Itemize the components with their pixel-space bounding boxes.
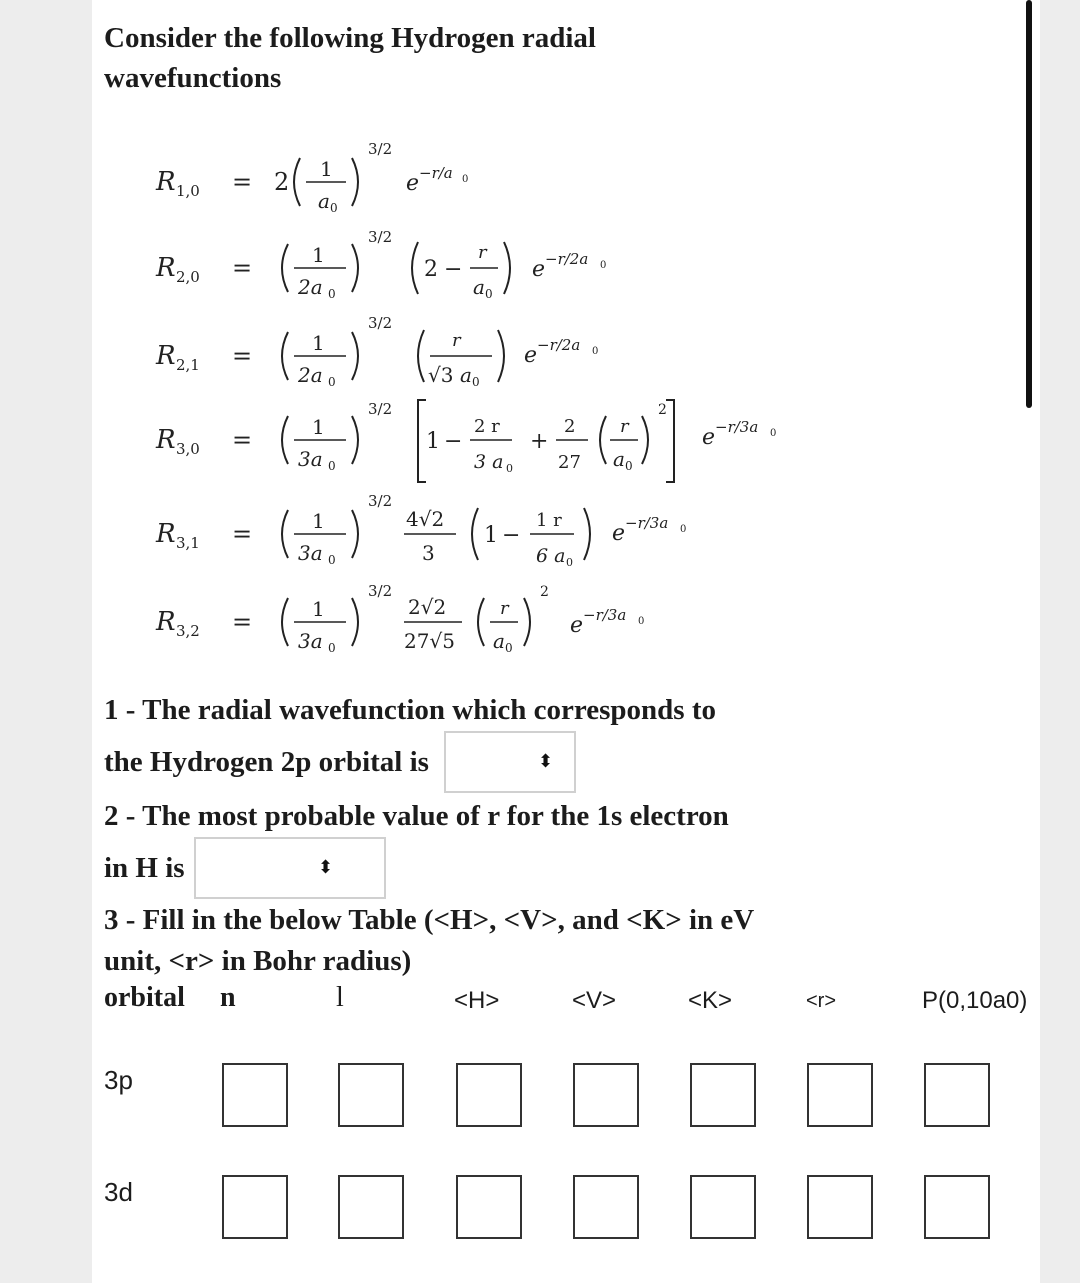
- row-label-3d: 3d: [104, 1177, 133, 1207]
- svg-text:√3: √3: [428, 363, 454, 387]
- svg-text:r: r: [500, 598, 509, 619]
- q2-answer-select[interactable]: [194, 837, 386, 899]
- cell-3d-probability[interactable]: [924, 1175, 990, 1239]
- svg-text:1 r: 1 r: [536, 510, 562, 531]
- svg-text:2: 2: [274, 168, 290, 196]
- svg-text:2,0: 2,0: [176, 268, 200, 286]
- cell-3p-r[interactable]: [690, 1063, 756, 1127]
- svg-text:a: a: [318, 189, 330, 213]
- svg-text:=: =: [232, 168, 253, 196]
- svg-text:0: 0: [505, 641, 513, 655]
- question-2-line-1: 2 - The most probable value of r for the 1s electron: [104, 800, 729, 832]
- cell-3p-v[interactable]: [456, 1063, 522, 1127]
- svg-text:+: +: [530, 429, 549, 454]
- svg-text:1: 1: [320, 157, 333, 181]
- radial-wavefunction-equations: [140, 130, 820, 670]
- svg-text:1,0: 1,0: [176, 182, 200, 200]
- svg-text:0: 0: [328, 553, 336, 567]
- svg-text:=: =: [232, 254, 253, 282]
- cell-3d-h[interactable]: [338, 1175, 404, 1239]
- svg-text:=: =: [232, 342, 253, 370]
- header-h: <H>: [454, 987, 500, 1014]
- cell-3d-v[interactable]: [456, 1175, 522, 1239]
- svg-text:2a: 2a: [298, 275, 323, 299]
- svg-text:3/2: 3/2: [368, 228, 393, 246]
- svg-text:2a: 2a: [298, 363, 323, 387]
- equation-r21: [155, 314, 598, 389]
- cell-3p-l[interactable]: [222, 1063, 288, 1127]
- svg-text:0: 0: [600, 260, 607, 271]
- equation-r10: [155, 140, 468, 215]
- svg-text:a: a: [473, 275, 485, 299]
- svg-text:0: 0: [485, 287, 493, 301]
- svg-text:0: 0: [566, 556, 573, 569]
- svg-text:0: 0: [328, 641, 336, 655]
- select-arrows-icon: ⬍: [538, 751, 554, 772]
- svg-text:e: e: [570, 613, 584, 638]
- cell-3p-avg-r[interactable]: [807, 1063, 873, 1127]
- svg-text:0: 0: [328, 459, 336, 473]
- svg-text:3,2: 3,2: [176, 622, 200, 640]
- header-r: <r>: [806, 990, 837, 1012]
- svg-text:−r/2a: −r/2a: [545, 250, 589, 268]
- svg-text:=: =: [232, 608, 253, 636]
- svg-text:0: 0: [328, 287, 336, 301]
- svg-text:3/2: 3/2: [368, 492, 393, 510]
- svg-text:2: 2: [424, 257, 438, 282]
- svg-text:−r/3a: −r/3a: [583, 606, 627, 624]
- svg-text:2,1: 2,1: [176, 356, 200, 374]
- select-arrows-icon: ⬍: [318, 857, 334, 878]
- svg-text:1: 1: [312, 509, 325, 533]
- svg-text:1: 1: [312, 597, 325, 621]
- svg-text:−: −: [444, 429, 463, 454]
- svg-text:−r/3a: −r/3a: [715, 418, 759, 436]
- svg-text:R: R: [156, 167, 176, 197]
- question-3-line-1: 3 - Fill in the below Table (<H>, <V>, and <K> in eV: [104, 904, 755, 936]
- svg-text:2: 2: [540, 584, 549, 600]
- cell-3d-l[interactable]: [222, 1175, 288, 1239]
- svg-text:e: e: [702, 425, 716, 450]
- svg-text:0: 0: [770, 428, 777, 439]
- svg-text:0: 0: [328, 375, 336, 389]
- svg-text:4√2: 4√2: [406, 507, 445, 531]
- equation-r30: [155, 400, 776, 482]
- svg-text:1: 1: [312, 331, 325, 355]
- cell-3d-avg-r[interactable]: [807, 1175, 873, 1239]
- svg-text:r: r: [452, 330, 461, 351]
- svg-text:a: a: [460, 363, 472, 387]
- svg-text:R: R: [156, 253, 176, 283]
- svg-text:−r/3a: −r/3a: [625, 514, 669, 532]
- svg-text:1: 1: [484, 523, 498, 548]
- question-3-line-2: unit, <r> in Bohr radius): [104, 945, 412, 977]
- header-k: <K>: [688, 987, 733, 1014]
- svg-text:=: =: [232, 426, 253, 454]
- svg-text:−r/2a: −r/2a: [537, 336, 581, 354]
- svg-text:=: =: [232, 520, 253, 548]
- cell-3p-h[interactable]: [338, 1063, 404, 1127]
- svg-text:0: 0: [506, 462, 513, 475]
- question-1-line-1: 1 - The radial wavefunction which corresponds to: [104, 694, 716, 726]
- header-orbital: orbital: [104, 982, 185, 1013]
- cell-3d-k[interactable]: [573, 1175, 639, 1239]
- row-label-3p: 3p: [104, 1065, 133, 1095]
- svg-text:3a: 3a: [298, 629, 323, 653]
- header-probability: P(0,10a0): [922, 987, 1028, 1014]
- svg-text:1: 1: [312, 415, 325, 439]
- svg-text:−r/a: −r/a: [419, 164, 453, 182]
- svg-text:1: 1: [312, 243, 325, 267]
- svg-text:0: 0: [330, 201, 338, 215]
- svg-text:3,1: 3,1: [176, 534, 200, 552]
- header-v: <V>: [572, 987, 617, 1014]
- svg-text:e: e: [406, 171, 420, 196]
- svg-text:R: R: [156, 607, 176, 637]
- svg-text:3a: 3a: [298, 541, 323, 565]
- svg-text:3 a: 3 a: [474, 451, 504, 473]
- svg-text:e: e: [532, 257, 546, 282]
- intro-line-2: wavefunctions: [104, 62, 282, 94]
- svg-text:3a: 3a: [298, 447, 323, 471]
- svg-text:e: e: [524, 343, 538, 368]
- svg-text:1: 1: [426, 429, 440, 454]
- cell-3d-r[interactable]: [690, 1175, 756, 1239]
- svg-text:2: 2: [564, 416, 576, 437]
- svg-text:2: 2: [658, 402, 667, 418]
- svg-text:0: 0: [638, 616, 645, 627]
- svg-text:a: a: [493, 629, 505, 653]
- svg-text:R: R: [156, 519, 176, 549]
- svg-text:3/2: 3/2: [368, 582, 393, 600]
- svg-text:3/2: 3/2: [368, 400, 393, 418]
- svg-text:r: r: [478, 242, 487, 263]
- svg-text:3/2: 3/2: [368, 314, 393, 332]
- header-n: n: [220, 982, 236, 1013]
- svg-text:27: 27: [558, 452, 581, 473]
- svg-text:a: a: [613, 447, 625, 471]
- svg-text:e: e: [612, 521, 626, 546]
- svg-text:R: R: [156, 425, 176, 455]
- question-1-line-2: the Hydrogen 2p orbital is: [104, 746, 429, 778]
- svg-text:2√2: 2√2: [408, 595, 447, 619]
- svg-text:0: 0: [680, 524, 687, 535]
- svg-text:3,0: 3,0: [176, 440, 200, 458]
- svg-text:r: r: [620, 416, 629, 437]
- svg-text:27√5: 27√5: [404, 629, 455, 653]
- svg-text:6 a: 6 a: [536, 545, 566, 567]
- svg-text:0: 0: [625, 459, 633, 473]
- svg-text:0: 0: [462, 174, 469, 185]
- question-2-line-2: in H is: [104, 852, 185, 884]
- svg-text:3: 3: [422, 541, 435, 565]
- equation-r20: [155, 228, 606, 301]
- cell-3p-probability[interactable]: [924, 1063, 990, 1127]
- svg-text:R: R: [156, 341, 176, 371]
- intro-line-1: Consider the following Hydrogen radial: [104, 22, 596, 54]
- equation-r32: [155, 582, 644, 655]
- svg-text:0: 0: [472, 375, 480, 389]
- q1-answer-select[interactable]: [444, 731, 576, 793]
- cell-3p-k[interactable]: [573, 1063, 639, 1127]
- equation-r31: [155, 492, 686, 569]
- scrollbar[interactable]: [1026, 0, 1032, 408]
- svg-text:2 r: 2 r: [474, 416, 500, 437]
- svg-text:0: 0: [592, 346, 599, 357]
- svg-text:−: −: [502, 523, 521, 548]
- header-l: l: [336, 982, 344, 1013]
- svg-text:−: −: [444, 257, 463, 282]
- svg-text:3/2: 3/2: [368, 140, 393, 158]
